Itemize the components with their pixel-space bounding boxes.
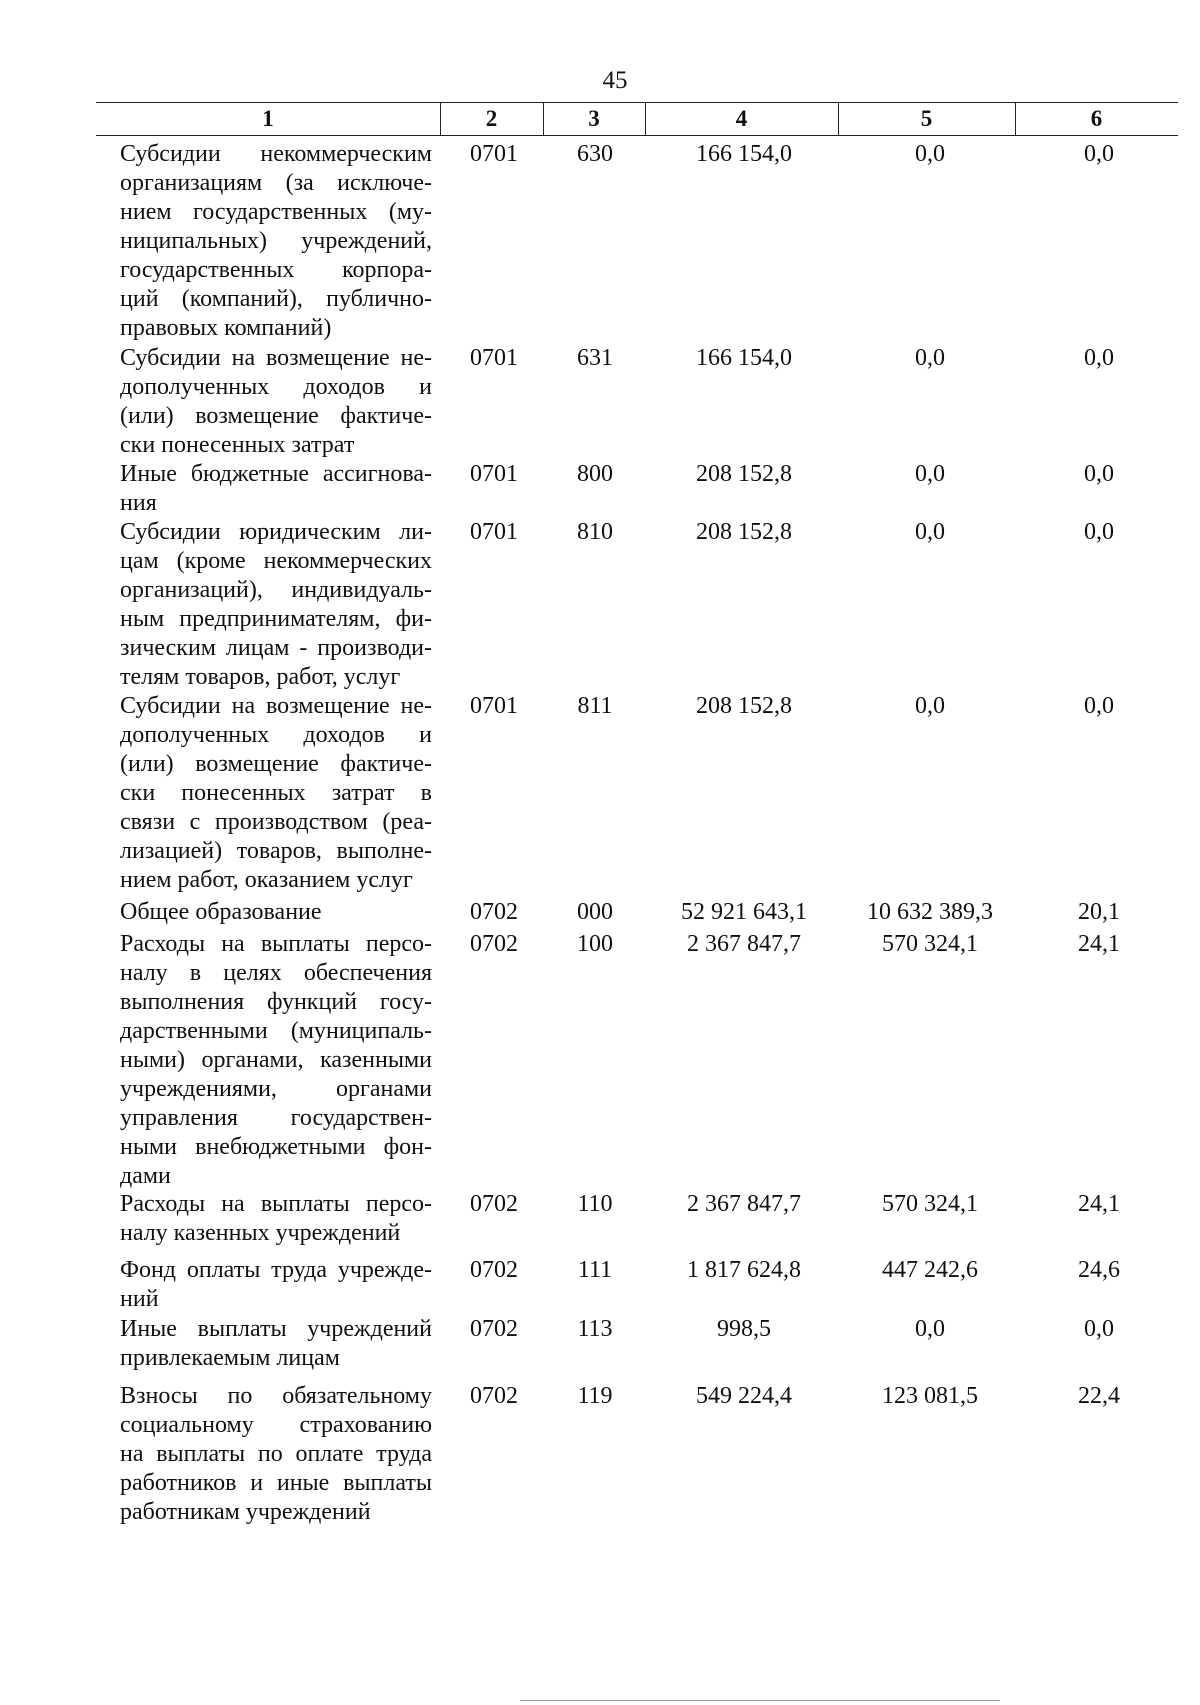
header-col-5: 5 (920, 106, 933, 131)
cell-c6: 22,4 (1078, 1383, 1120, 1409)
description-line: ниципальных) учреждений, (120, 228, 432, 254)
description-line: управления государствен- (120, 1105, 432, 1131)
cell-c4: 52 921 643,1 (681, 899, 807, 925)
description-line: ными внебюджетными фон- (120, 1134, 432, 1160)
description-line: Иные бюджетные ассигнова- (120, 461, 432, 487)
description-line: дополученных доходов и (120, 374, 432, 400)
cell-c4: 208 152,8 (696, 519, 792, 545)
description-line: Субсидии юридическим ли- (120, 519, 432, 545)
cell-c2: 0701 (470, 693, 518, 719)
cell-c3: 000 (577, 899, 613, 925)
description-line: телям товаров, работ, услуг (120, 664, 401, 690)
description-line: работников и иные выплаты (120, 1470, 432, 1496)
page-bottom-rule (520, 1700, 1000, 1701)
cell-c3: 810 (577, 519, 613, 545)
row-description (120, 1190, 432, 1248)
row-description (120, 344, 432, 460)
description-line: (или) возмещение фактиче- (120, 751, 432, 777)
description-line: ски понесенных затрат (120, 432, 355, 458)
cell-c4: 2 367 847,7 (687, 1191, 801, 1217)
header-col-4: 4 (735, 106, 748, 131)
cell-c4: 1 817 624,8 (687, 1257, 801, 1283)
cell-c2: 0702 (470, 1383, 518, 1409)
row-description (120, 1315, 432, 1373)
cell-c5: 447 242,6 (882, 1257, 978, 1283)
description-line: связи с производством (реа- (120, 809, 432, 835)
row-description (120, 518, 432, 692)
description-line: ными) органами, казенными (120, 1047, 432, 1073)
cell-c2: 0701 (470, 141, 518, 167)
row-description (120, 460, 432, 518)
description-line: лизацией) товаров, выполне- (120, 838, 432, 864)
description-line: Фонд оплаты труда учрежде- (120, 1257, 432, 1283)
cell-c6: 24,1 (1078, 931, 1120, 957)
description-line: выполнения функций госу- (120, 989, 432, 1015)
description-line: (или) возмещение фактиче- (120, 403, 432, 429)
cell-c3: 119 (577, 1383, 613, 1409)
cell-c6: 0,0 (1084, 345, 1114, 371)
cell-c5: 10 632 389,3 (867, 899, 993, 925)
page-number: 45 (602, 67, 628, 94)
row-description (120, 1256, 432, 1314)
description-line: Общее образование (120, 899, 322, 925)
description-line: привлекаемым лицам (120, 1345, 340, 1371)
cell-c2: 0702 (470, 899, 518, 925)
cell-c6: 0,0 (1084, 461, 1114, 487)
row-description (120, 140, 432, 343)
cell-c2: 0702 (470, 931, 518, 957)
row-description (120, 1382, 432, 1527)
cell-c4: 208 152,8 (696, 461, 792, 487)
description-line: государственных корпора- (120, 257, 432, 283)
cell-c2: 0701 (470, 519, 518, 545)
description-line: нием государственных (му- (120, 199, 432, 225)
description-line: ний (120, 1286, 159, 1312)
description-line: дами (120, 1163, 171, 1189)
cell-c6: 24,6 (1078, 1257, 1120, 1283)
description-line: организаций), индивидуаль- (120, 577, 432, 603)
cell-c4: 998,5 (717, 1316, 771, 1342)
description-line: нием работ, оказанием услуг (120, 867, 413, 893)
cell-c5: 0,0 (915, 1316, 945, 1342)
cell-c3: 800 (577, 461, 613, 487)
cell-c5: 0,0 (915, 693, 945, 719)
cell-c3: 100 (577, 931, 613, 957)
cell-c5: 0,0 (915, 461, 945, 487)
row-description (120, 930, 432, 1191)
description-line: Иные выплаты учреждений (120, 1316, 432, 1342)
cell-c6: 20,1 (1078, 899, 1120, 925)
cell-c5: 123 081,5 (882, 1383, 978, 1409)
cell-c4: 166 154,0 (696, 345, 792, 371)
description-line: ций (компаний), публично- (120, 286, 432, 312)
description-line: Взносы по обязательному (120, 1383, 432, 1409)
description-line: дарственными (муниципаль- (120, 1018, 432, 1044)
cell-c2: 0702 (470, 1257, 518, 1283)
description-line: цам (кроме некоммерческих (120, 548, 432, 574)
cell-c3: 111 (577, 1257, 613, 1283)
cell-c3: 811 (577, 693, 613, 719)
description-line: дополученных доходов и (120, 722, 432, 748)
description-line: организациям (за исключе- (120, 170, 432, 196)
description-line: ски понесенных затрат в (120, 780, 432, 806)
table-header-row (96, 102, 1178, 136)
description-line: налу казенных учреждений (120, 1220, 401, 1246)
cell-c2: 0702 (470, 1191, 518, 1217)
description-line: Расходы на выплаты персо- (120, 931, 432, 957)
cell-c5: 0,0 (915, 141, 945, 167)
header-col-1: 1 (262, 106, 274, 131)
header-col-6: 6 (1090, 106, 1103, 131)
cell-c6: 0,0 (1084, 519, 1114, 545)
cell-c5: 570 324,1 (882, 931, 978, 957)
description-line: Расходы на выплаты персо- (120, 1191, 432, 1217)
cell-c6: 24,1 (1078, 1191, 1120, 1217)
description-line: Субсидии на возмещение не- (120, 345, 432, 371)
cell-c5: 0,0 (915, 519, 945, 545)
cell-c2: 0701 (470, 461, 518, 487)
cell-c4: 549 224,4 (696, 1383, 792, 1409)
cell-c3: 630 (577, 141, 613, 167)
cell-c3: 631 (577, 345, 613, 371)
description-line: правовых компаний) (120, 315, 332, 341)
header-col-2: 2 (485, 106, 498, 131)
description-line: зическим лицам - производи- (120, 635, 432, 661)
cell-c6: 0,0 (1084, 1316, 1114, 1342)
cell-c6: 0,0 (1084, 693, 1114, 719)
cell-c2: 0702 (470, 1316, 518, 1342)
description-line: учреждениями, органами (120, 1076, 432, 1102)
header-col-3: 3 (588, 106, 600, 131)
description-line: работникам учреждений (120, 1499, 371, 1525)
description-line: Субсидии на возмещение не- (120, 693, 432, 719)
cell-c4: 166 154,0 (696, 141, 792, 167)
description-line: ным предпринимателям, фи- (120, 606, 432, 632)
description-line: налу в целях обеспечения (120, 960, 432, 986)
cell-c3: 113 (577, 1316, 613, 1342)
description-line: Субсидии некоммерческим (120, 141, 432, 167)
cell-c4: 208 152,8 (696, 693, 792, 719)
cell-c2: 0701 (470, 345, 518, 371)
cell-c5: 570 324,1 (882, 1191, 978, 1217)
cell-c5: 0,0 (915, 345, 945, 371)
cell-c6: 0,0 (1084, 141, 1114, 167)
cell-c3: 110 (577, 1191, 613, 1217)
cell-c4: 2 367 847,7 (687, 931, 801, 957)
row-description (120, 692, 432, 895)
description-line: на выплаты по оплате труда (120, 1441, 432, 1467)
row-description (120, 898, 432, 927)
description-line: социальному страхованию (120, 1412, 432, 1438)
description-line: ния (120, 490, 157, 516)
